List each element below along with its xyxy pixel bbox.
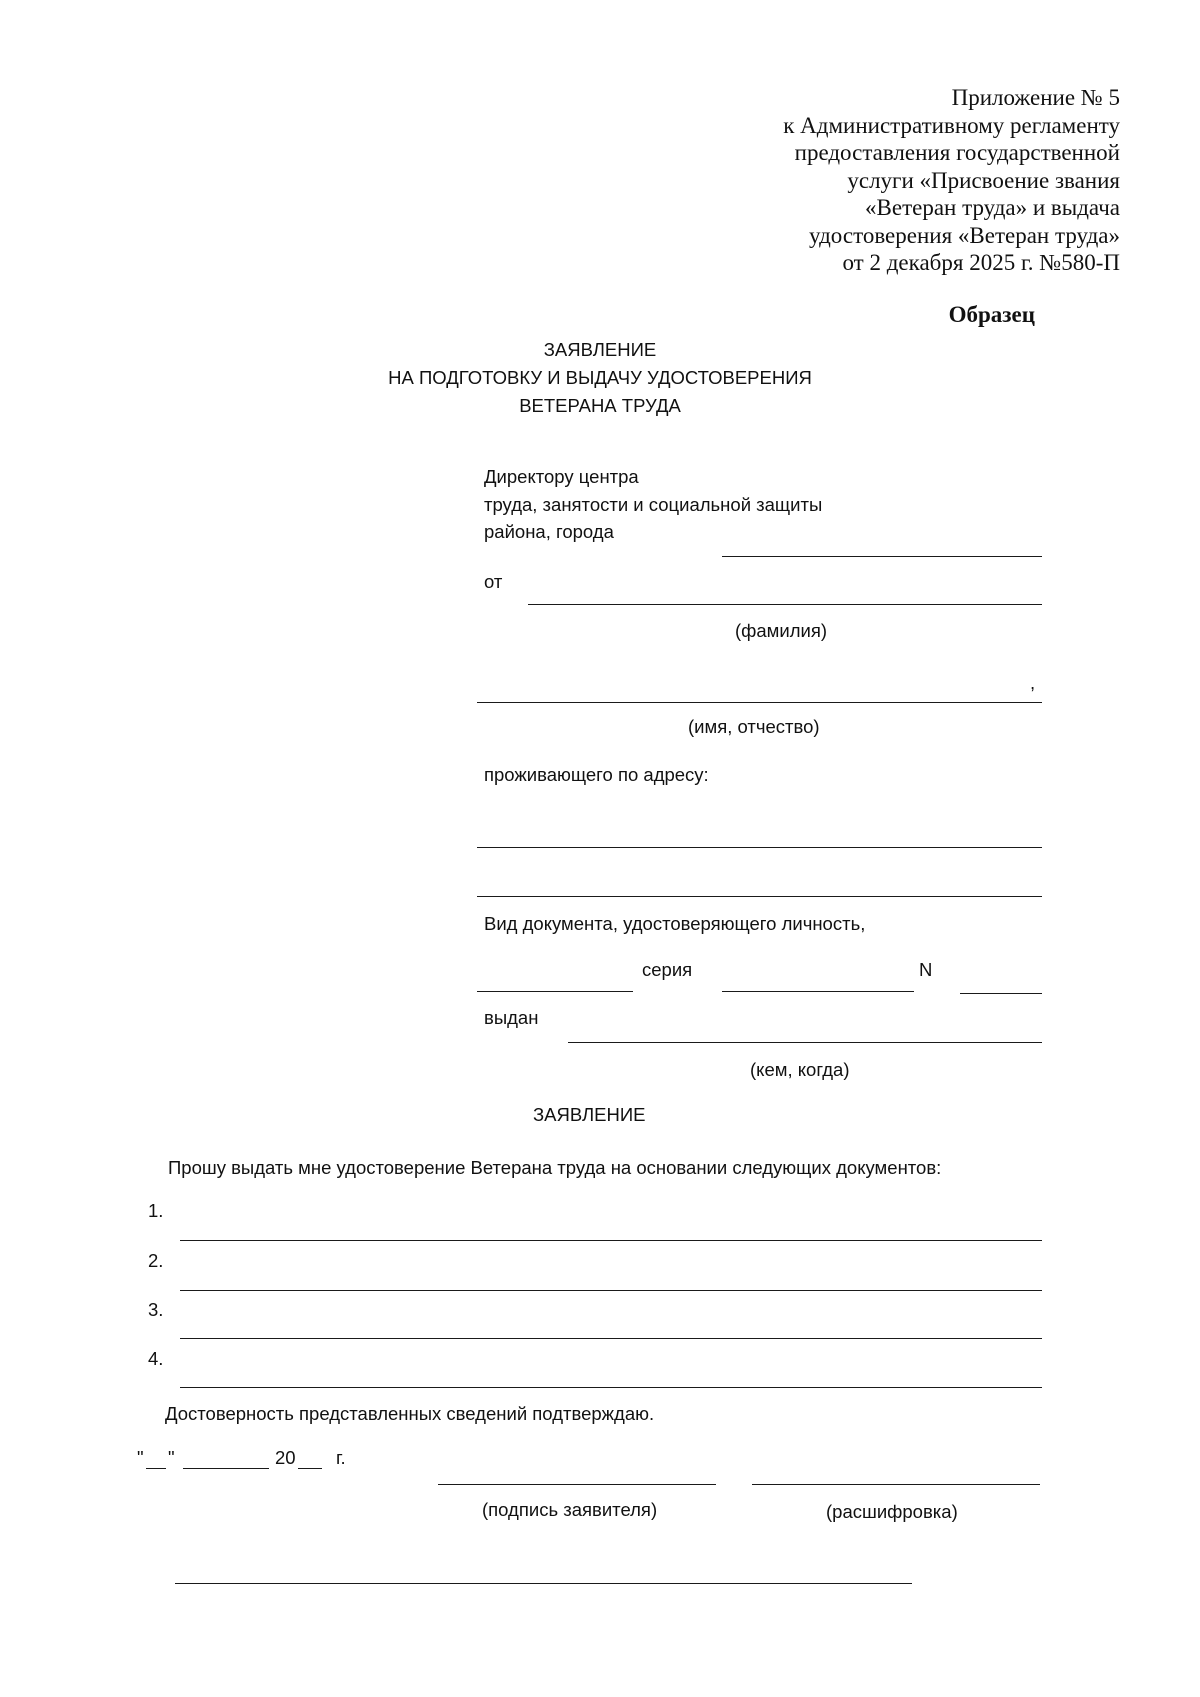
- title-line: НА ПОДГОТОВКУ И ВЫДАЧУ УДОСТОВЕРЕНИЯ: [388, 367, 812, 388]
- title-line: ЗАЯВЛЕНИЕ: [543, 339, 657, 360]
- bottom-fill-line[interactable]: [175, 1583, 912, 1584]
- series-label: серия: [642, 959, 693, 980]
- document-item-line-4[interactable]: [180, 1387, 1042, 1388]
- address-fill-line-2[interactable]: [477, 896, 1042, 897]
- title-line: ВЕТЕРАНА ТРУДА: [519, 395, 681, 416]
- surname-caption: (фамилия): [735, 620, 828, 641]
- item-number: 1.: [148, 1200, 164, 1221]
- year-prefix: 20: [275, 1447, 296, 1468]
- request-text: Прошу выдать мне удостоверение Ветерана труда на основании следующих документов:: [168, 1157, 942, 1178]
- issued-fill-line[interactable]: [568, 1042, 1042, 1043]
- year-suffix: г.: [336, 1447, 346, 1468]
- issued-caption: (кем, когда): [750, 1059, 850, 1080]
- id-doc-label: Вид документа, удостоверяющего личность,: [484, 913, 866, 934]
- day-fill-line[interactable]: [146, 1468, 166, 1469]
- appendix-block: [783, 84, 1120, 277]
- comma-mark: ,: [1030, 672, 1036, 693]
- issued-label: выдан: [484, 1007, 539, 1028]
- doc-type-fill-line[interactable]: [477, 991, 633, 992]
- year-fill-line[interactable]: [298, 1468, 322, 1469]
- item-number: 2.: [148, 1250, 164, 1271]
- document-item-line-1[interactable]: [180, 1240, 1042, 1241]
- signature-caption: (подпись заявителя): [482, 1499, 658, 1520]
- decoding-caption: (расшифровка): [826, 1501, 958, 1522]
- sample-label: Образец: [948, 302, 1035, 327]
- decoding-fill-line[interactable]: [752, 1484, 1040, 1485]
- number-label: N: [919, 959, 933, 980]
- appendix-line: предоставления государственной: [794, 140, 1120, 165]
- appendix-line: от 2 декабря 2025 г. №580-П: [842, 250, 1120, 275]
- date-close-quote: ": [168, 1447, 175, 1468]
- name-caption: (имя, отчество): [688, 716, 820, 737]
- address-fill-line-1[interactable]: [477, 847, 1042, 848]
- appendix-line: удостоверения «Ветеран труда»: [809, 222, 1120, 248]
- appendix-line: услуги «Присвоение звания: [847, 167, 1120, 193]
- addressee-line: труда, занятости и социальной защиты: [484, 494, 823, 515]
- month-fill-line[interactable]: [183, 1468, 269, 1469]
- date-open-quote: ": [137, 1447, 144, 1468]
- appendix-line: «Ветеран труда» и выдача: [865, 195, 1120, 220]
- document-item-line-3[interactable]: [180, 1338, 1042, 1339]
- document-title: [380, 336, 820, 420]
- confirm-text: Достоверность представленных сведений подтверждаю.: [165, 1403, 655, 1424]
- signature-fill-line[interactable]: [438, 1484, 716, 1485]
- appendix-line: к Административному регламенту: [783, 112, 1120, 138]
- residing-label: проживающего по адресу:: [484, 764, 709, 785]
- addressee-line: Директору центра: [484, 466, 639, 487]
- document-item-line-2[interactable]: [180, 1290, 1042, 1291]
- district-fill-line[interactable]: [722, 556, 1042, 557]
- appendix-line: Приложение № 5: [951, 85, 1120, 110]
- addressee-line: района, города: [484, 521, 614, 542]
- surname-fill-line[interactable]: [528, 604, 1042, 605]
- body-title: ЗАЯВЛЕНИЕ: [533, 1104, 646, 1125]
- number-fill-line[interactable]: [960, 993, 1042, 994]
- from-label: от: [484, 571, 503, 592]
- item-number: 4.: [148, 1348, 164, 1369]
- series-fill-line[interactable]: [722, 991, 914, 992]
- name-fill-line[interactable]: [477, 702, 1042, 703]
- item-number: 3.: [148, 1299, 164, 1320]
